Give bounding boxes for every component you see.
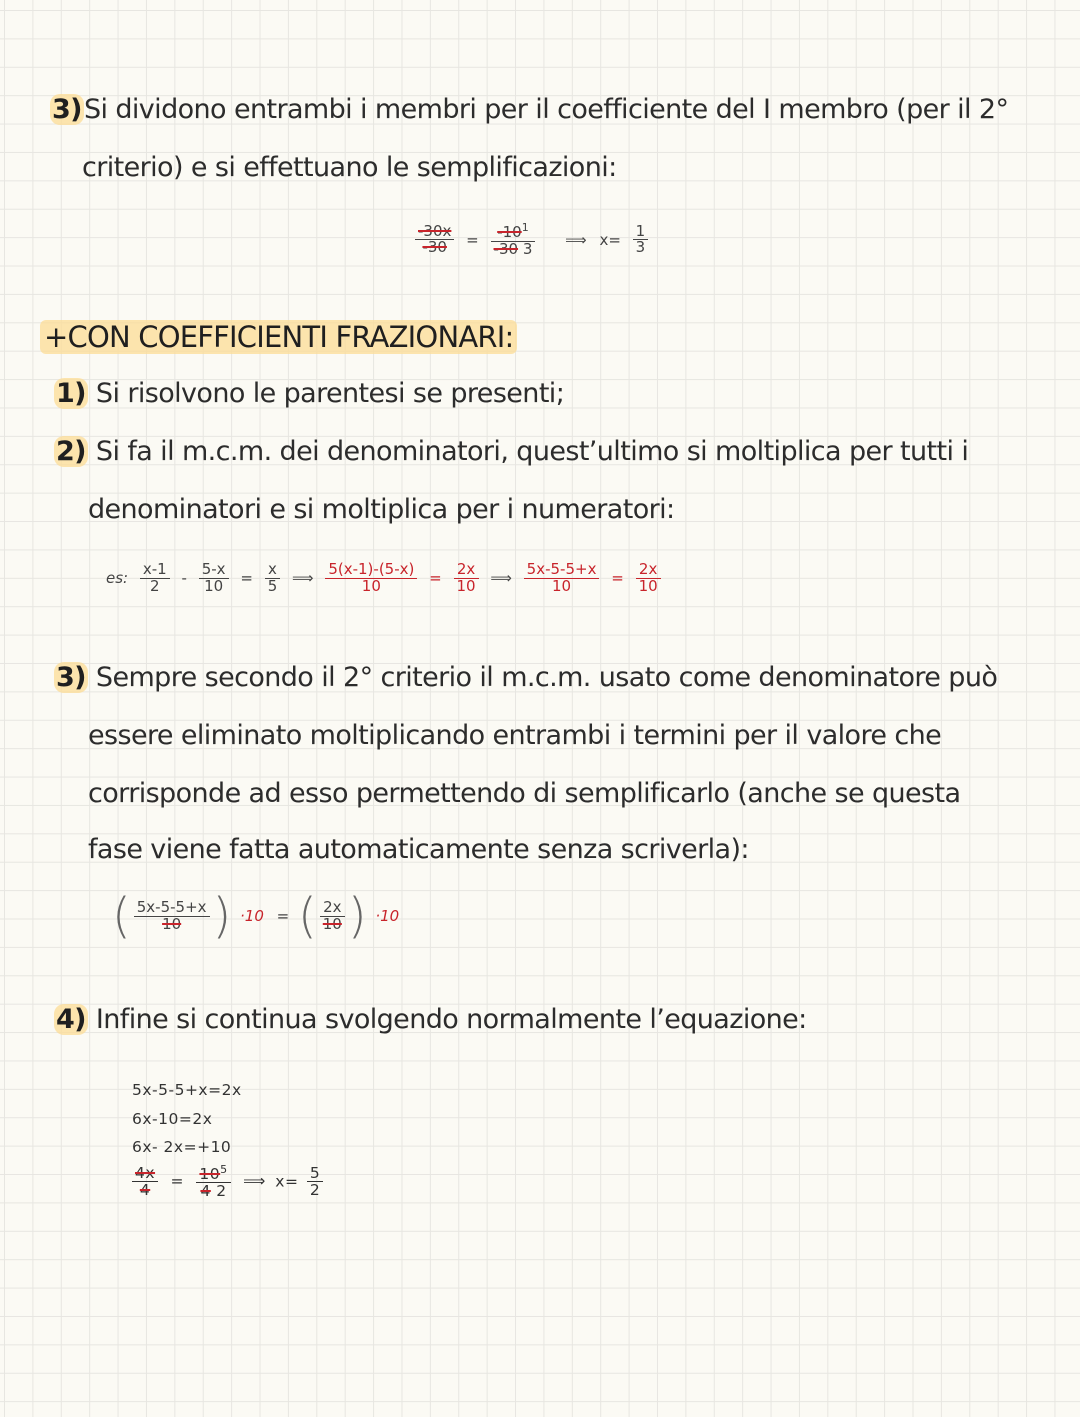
step3-first-line2: criterio) e si effettuano le semplificazioni: bbox=[82, 152, 617, 183]
equation-line: 5x-5-5+x=2x bbox=[132, 1081, 242, 1099]
fraction: $\frac{5x-5-5+x}{10}$ bbox=[524, 562, 600, 595]
fraction: $\frac{2x}{10}$ bbox=[636, 562, 661, 595]
fraction: $\frac{5(x-1)-(5-x)}{10}$ bbox=[325, 562, 417, 595]
step4-line: 4) Infine si continua svolgendo normalmente l’equazione: bbox=[56, 1004, 807, 1035]
step3-number: 3) bbox=[56, 662, 86, 693]
result-fraction: $\frac{5}{2}$ bbox=[307, 1165, 323, 1199]
fraction: $\frac{10^5}{4 2}$ bbox=[196, 1164, 230, 1200]
fraction: $\frac{5-x}{10}$ bbox=[199, 562, 229, 595]
step3-line1: 3) Sempre secondo il 2° criterio il m.c.m. usato come denominatore può bbox=[56, 662, 998, 693]
equation-line: 6x-10=2x bbox=[132, 1109, 213, 1128]
step3-line4: fase viene fatta automaticamente senza scriverla): bbox=[88, 834, 749, 865]
equation-final: $\frac{4x}{4}$ = $\frac{10^5}{4 2}$ ⟹ x= $\frac{5}{2}$ bbox=[132, 1164, 326, 1200]
implies-arrow: ⟹ bbox=[243, 1172, 266, 1191]
step2-example: es: $\frac{x-1}{2}$ - $\frac{5-x}{10}$ = $\frac{x}{5}$ ⟹ $\frac{5(x-1)-(5-x)}{10}$ = $\frac{2x}{10}$ ⟹ $\frac{5x-5-5+x}{10}$ = $\frac{2x}{10}$ bbox=[102, 562, 664, 595]
step4-number: 4) bbox=[56, 1004, 86, 1035]
implies-arrow: ⟹ bbox=[490, 569, 512, 588]
step3-line3: corrisponde ad esso permettendo di semplificarlo (anche se questa bbox=[88, 778, 961, 809]
step3-first-number: 3) bbox=[52, 94, 82, 125]
step1-number: 1) bbox=[56, 378, 86, 409]
fraction: $\frac{5x-5-5+x}{10}$ bbox=[134, 900, 210, 933]
implies-arrow: ⟹ bbox=[565, 230, 587, 249]
fraction: $\frac{2x}{10}$ bbox=[320, 900, 345, 933]
step4-equations bbox=[132, 1076, 326, 1199]
section-heading: +CON COEFFICIENTI FRAZIONARI: bbox=[40, 320, 517, 354]
implies-arrow: ⟹ bbox=[292, 569, 314, 588]
step1-line: 1) Si risolvono le parentesi se presenti; bbox=[56, 378, 565, 409]
fraction: $\frac{x-1}{2}$ bbox=[140, 562, 170, 595]
fraction: $\frac{4x}{4}$ bbox=[132, 1165, 158, 1199]
fraction: $\frac{-10^1}{-30 3}$ bbox=[491, 222, 536, 258]
step3-math: ( $\frac{5x-5-5+x}{10}$ ) ·10 = ( $\frac{2x}{10}$ ) ·10 bbox=[112, 888, 400, 944]
step2-line1: 2) Si fa il m.c.m. dei denominatori, quest’ultimo si moltiplica per tutti i bbox=[56, 436, 969, 467]
step3-line2: essere eliminato moltiplicando entrambi i termini per il valore che bbox=[88, 720, 942, 751]
equation-line: 6x- 2x=+10 bbox=[132, 1138, 232, 1156]
step3-first-math: $\frac{-30x}{-30}$ = $\frac{-10^1}{-30 3}$ ⟹ x= $\frac{1}{3}$ bbox=[412, 222, 651, 258]
fraction: $\frac{-30x}{-30}$ bbox=[415, 224, 454, 257]
step2-line2: denominatori e si moltiplica per i numeratori: bbox=[88, 494, 675, 525]
result-fraction: $\frac{1}{3}$ bbox=[633, 224, 649, 257]
step3-first-line1: 3)Si dividono entrambi i membri per il coefficiente del I membro (per il 2° bbox=[52, 94, 1009, 125]
fraction: $\frac{x}{5}$ bbox=[265, 562, 281, 595]
step2-number: 2) bbox=[56, 436, 86, 467]
fraction: $\frac{2x}{10}$ bbox=[454, 562, 479, 595]
